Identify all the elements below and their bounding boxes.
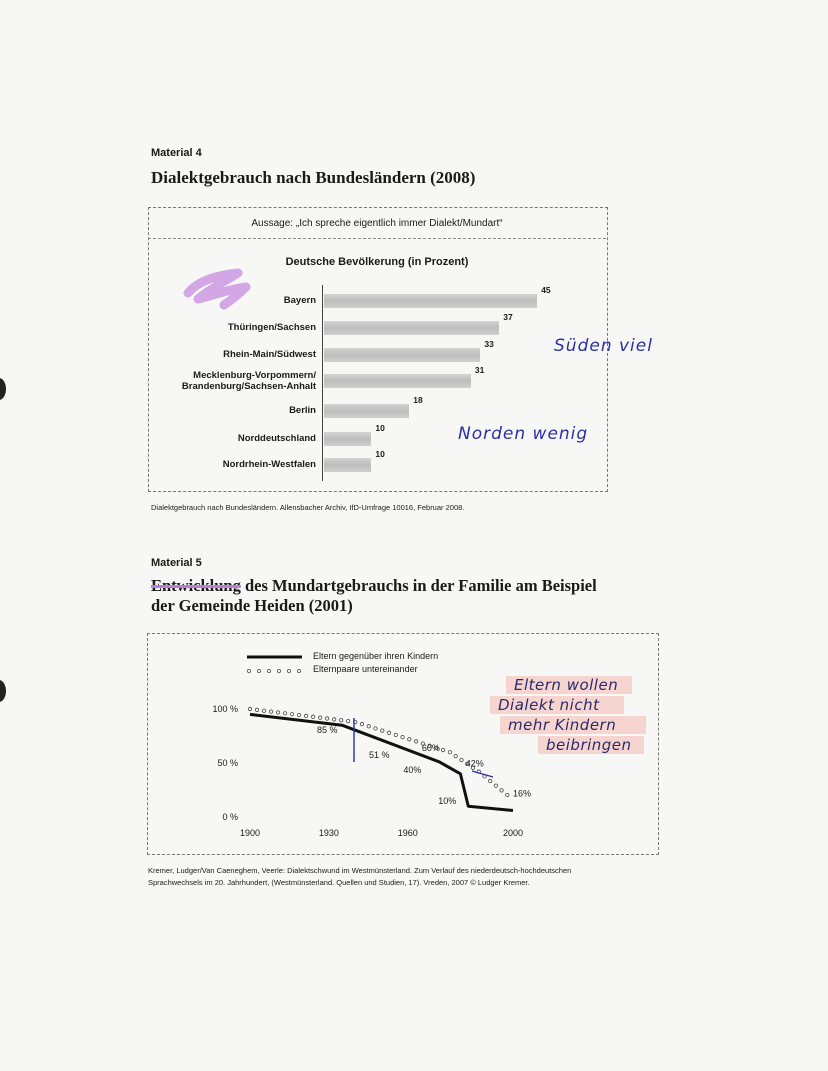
title-highlighted-word: Entwicklung [151,576,241,595]
series-elternpaare-point [441,748,444,751]
bar-category-label: Rhein-Main/Südwest [223,349,316,360]
statement: Aussage: „Ich spreche eigentlich immer Dialekt/Mundart“ [251,218,503,229]
series-elternpaare-point [394,733,397,736]
series-elternpaare-point [262,709,265,712]
bar-value-label: 33 [484,339,494,349]
series-elternpaare-point [408,738,411,741]
title-line2: der Gemeinde Heiden (2001) [151,596,353,615]
series-elternpaare-point [290,712,293,715]
legend-dot-sample [287,669,290,672]
material4-title: Dialektgebrauch nach Bundesländern (2008) [151,168,476,187]
y-tick-label: 100 % [212,704,238,714]
material5-source-line1: Kremer, Ludger/Van Caeneghem, Veerle: Dialektschwund im Westmünsterland. Zum Verlauf des niederdeutsch-hochdeutschen [148,866,572,875]
series-elternpaare-point [255,708,258,711]
annotation-eltern-line3: mehr Kindern [500,716,646,734]
legend-dot-sample [247,669,250,672]
annotation-norden: Norden wenig [458,424,589,444]
annotation-sueden: Süden viel [554,336,653,356]
series-elternpaare-point [318,716,321,719]
series-elternpaare-point [325,717,328,720]
series-elternpaare-point [494,784,497,787]
legend-dot-sample [297,669,300,672]
bar-category-label: Mecklenburg-Vorpommern/ Brandenburg/Sachsen-Anhalt [181,370,316,392]
annotation-eltern-line2: Dialekt nicht [490,696,624,714]
material5-label: Material 5 [151,557,202,569]
legend-solid-label: Eltern gegenüber ihren Kindern [313,651,439,661]
annotation-eltern-line4: beibringen [538,736,644,754]
series-elternpaare-point [448,751,451,754]
series-elternpaare-point [454,754,457,757]
x-tick-label: 1930 [318,828,339,838]
bar-category-label: Thüringen/Sachsen [227,322,316,333]
series-elternpaare-point [381,729,384,732]
data-label: 16% [513,788,532,799]
legend-dotted-label: Elternpaare untereinander [313,664,418,674]
x-tick-label: 2000 [502,828,524,838]
series-elternpaare-point [248,707,251,710]
bar-category-label: Berlin [289,405,316,416]
bar-category-label: Norddeutschland [237,433,316,444]
x-tick-label: 1900 [239,828,261,838]
bar-value-label: 18 [413,395,423,405]
series-elternpaare-point [367,725,370,728]
data-label: 85 % [317,725,338,736]
series-elternpaare-point [414,740,417,743]
data-label: 42% [465,758,484,769]
data-label: 40% [403,764,422,775]
data-label: 60% [421,743,440,754]
series-elternpaare-point [332,718,335,721]
bar-value-label: 37 [503,312,513,322]
series-elternpaare-point [297,713,300,716]
bar-category-label: Bayern [283,295,316,306]
series-elternpaare-point [489,779,492,782]
y-tick-label: 0 % [222,812,238,822]
material4-label: Material 4 [151,147,202,159]
series-elternpaare-point [339,719,342,722]
material4-source: Dialektgebrauch nach Bundesländern. Allensbacher Archiv, IfD-Umfrage 10016, Februar 2008. [151,503,465,512]
legend-dot-sample [277,669,280,672]
bar-category-label: Nordrhein-Westfalen [222,459,316,470]
bar-value-label: 31 [474,365,485,375]
series-elternpaare-point [374,727,377,730]
series-elternpaare-point [304,714,307,717]
bar-chart-title: Deutsche Bevölkerung (in Prozent) [285,256,469,268]
series-elternpaare-point [346,719,349,722]
material5-source [148,866,668,887]
material5-source-line2: Sprachwechsels im 20. Jahrhundert, (Westmünsterland. Quellen und Studien, 17). Vreden, 2007 © Ludger Kremer. [148,878,530,887]
annotation-eltern [490,676,646,754]
series-elternpaare-point [269,710,272,713]
series-elternpaare-point [283,712,286,715]
series-elternpaare-point [311,715,314,718]
series-elternpaare-point [500,789,503,792]
data-label: 51 % [369,749,390,760]
series-elternpaare-point [506,793,509,796]
y-tick-label: 50 % [217,758,238,768]
x-tick-label: 1960 [397,828,418,838]
series-elternpaare-point [460,758,463,761]
bar-value-label: 10 [375,423,385,433]
series-elternpaare-point [360,722,363,725]
data-label: 10% [438,796,457,807]
bar-value-label: 45 [541,285,551,295]
bar-value-label: 10 [375,449,385,459]
series-elternpaare-point [387,731,390,734]
legend-dot-sample [267,669,270,672]
series-elternpaare-point [401,735,404,738]
series-elternpaare-point [276,711,279,714]
title-rest: des Mundartgebrauchs in der Familie am Beispiel [240,576,597,595]
annotation-eltern-line1: Eltern wollen [506,676,632,694]
legend-dot-sample [257,669,260,672]
